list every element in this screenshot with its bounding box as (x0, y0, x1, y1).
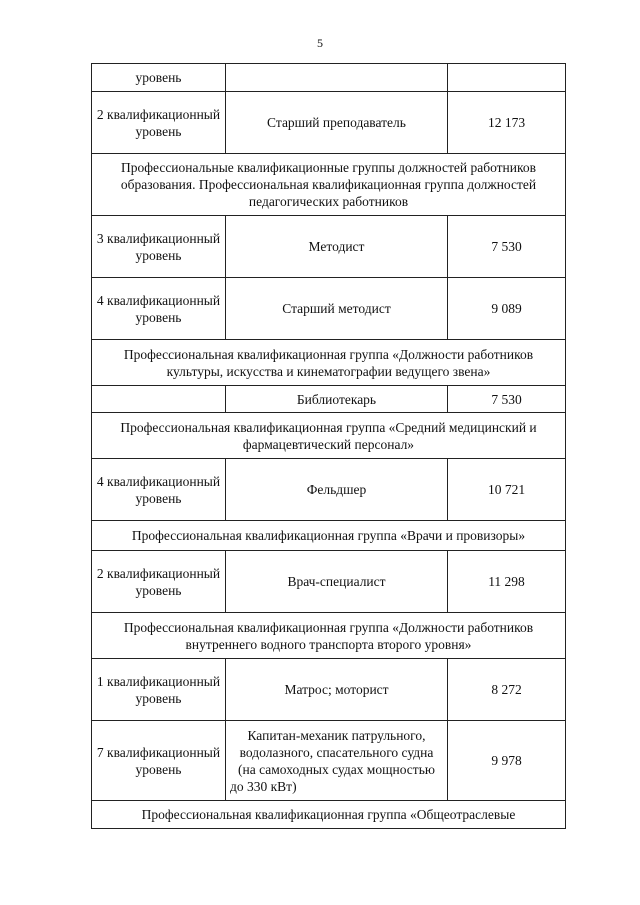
group-header-cell: Профессиональная квалификационная группа «Средний медицинский и фармацевтический персонал» (92, 413, 566, 459)
table-row (92, 659, 566, 721)
position-cell: Библиотекарь (226, 386, 448, 413)
group-header-row (92, 521, 566, 551)
group-header-cell: Профессиональная квалификационная группа «Общеотраслевые (92, 801, 566, 829)
group-header-row (92, 801, 566, 829)
qualification-level-cell: 7 квалификационный уровень (92, 721, 226, 801)
table-row (92, 92, 566, 154)
qualification-level-cell (92, 386, 226, 413)
group-header-row (92, 413, 566, 459)
qualification-level-cell: 4 квалификационный уровень (92, 459, 226, 521)
salary-cell: 7 530 (448, 216, 566, 278)
table-row (92, 386, 566, 413)
qualification-level-cell: 2 квалификационный уровень (92, 551, 226, 613)
position-cell: Матрос; моторист (226, 659, 448, 721)
group-header-row (92, 340, 566, 386)
group-header-cell: Профессиональная квалификационная группа «Должности работников внутреннего водного транспорта второго уровня» (92, 613, 566, 659)
group-header-cell: Профессиональные квалификационные группы должностей работников образования. Профессиональная квалификационная группа должностей педагогических работников (92, 154, 566, 216)
group-header-row (92, 613, 566, 659)
qualification-level-cell: 1 квалификационный уровень (92, 659, 226, 721)
qualification-level-cell: 3 квалификационный уровень (92, 216, 226, 278)
table-row (92, 721, 566, 801)
group-header-row (92, 154, 566, 216)
salary-cell: 8 272 (448, 659, 566, 721)
qualification-level-cell: 2 квалификационный уровень (92, 92, 226, 154)
salary-cell: 10 721 (448, 459, 566, 521)
position-cell: Капитан-механик патрульного, водолазного, спасательного судна (на самоходных судах мощностью до 330 кВт) (226, 721, 448, 801)
salary-cell: 7 530 (448, 386, 566, 413)
table-row (92, 551, 566, 613)
salary-cell: 9 089 (448, 278, 566, 340)
qualification-level-cell: уровень (92, 64, 226, 92)
position-cell: Врач-специалист (226, 551, 448, 613)
table-row (92, 278, 566, 340)
qualification-level-cell: 4 квалификационный уровень (92, 278, 226, 340)
salary-cell (448, 64, 566, 92)
group-header-cell: Профессиональная квалификационная группа «Должности работников культуры, искусства и кинематографии ведущего звена» (92, 340, 566, 386)
position-cell (226, 64, 448, 92)
table-row (92, 216, 566, 278)
salary-table (91, 63, 566, 829)
position-cell: Старший методист (226, 278, 448, 340)
salary-cell: 9 978 (448, 721, 566, 801)
position-cell: Старший преподаватель (226, 92, 448, 154)
salary-cell: 12 173 (448, 92, 566, 154)
page-number: 5 (317, 36, 323, 50)
table-row (92, 64, 566, 92)
position-cell: Фельдшер (226, 459, 448, 521)
position-cell: Методист (226, 216, 448, 278)
table-row (92, 459, 566, 521)
group-header-cell: Профессиональная квалификационная группа «Врачи и провизоры» (92, 521, 566, 551)
salary-cell: 11 298 (448, 551, 566, 613)
